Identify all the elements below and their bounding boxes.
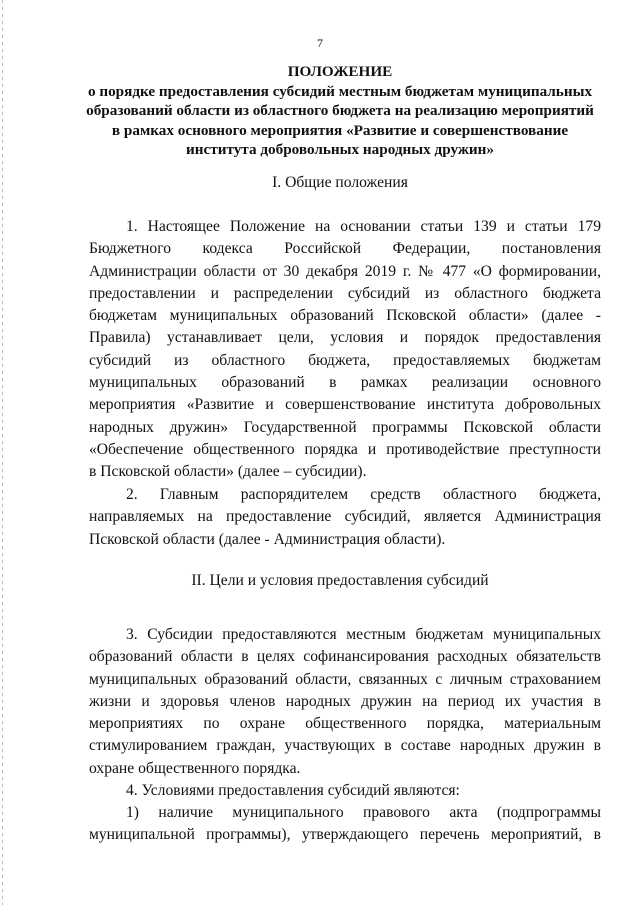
text-line: 1) наличие муниципального правового акта (подпрограммы: [126, 804, 601, 821]
text-line: субсидий из областного бюджета, предоставляемых бюджетам: [89, 351, 601, 369]
text-line: в Псковской области» (далее – субсидии).: [89, 463, 367, 481]
paragraph-1: [89, 216, 601, 484]
scan-edge: [2, 0, 3, 905]
text-line: Администрации области от 30 декабря 2019 г. № 477 «О формировании,: [89, 262, 601, 280]
section-title-general: I. Общие положения: [272, 174, 408, 191]
heading-line: института добровольных народных дружин»: [186, 141, 494, 158]
text-line: муниципальной программы), утверждающего перечень мероприятий, в: [89, 826, 601, 844]
text-line: народных дружин» Государственной программы Псковской области: [89, 418, 601, 436]
text-line: «Обеспечение общественного порядка и противодействие преступности: [89, 440, 601, 458]
paragraph-2: [89, 484, 601, 551]
text-line: Псковской области (далее - Администрация области).: [89, 530, 446, 548]
text-line: бюджетам муниципальных образований Псковской области» (далее -: [89, 307, 601, 325]
text-line: 2. Главным распорядителем средств областного бюджета,: [126, 486, 601, 503]
text-line: 4. Условиями предоставления субсидий являются:: [126, 782, 460, 799]
heading-line: о порядке предоставления субсидий местным бюджетам муниципальных: [87, 82, 593, 100]
text-line: Правила) устанавливает цели, условия и порядок предоставления: [89, 329, 601, 347]
text-line: 1. Настоящее Положение на основании статьи 139 и статьи 179: [126, 218, 601, 235]
text-line: направляемых на предоставление субсидий, является Администрация: [89, 508, 601, 526]
text-line: охране общественного порядка.: [89, 759, 301, 777]
text-line: муниципальных образований области, связанных с личным страхованием: [89, 670, 601, 688]
section-title-goals: II. Цели и условия предоставления субсидий: [191, 572, 489, 589]
heading-line: образований области из областного бюджета на реализацию мероприятий: [86, 102, 594, 119]
paragraph-5: [89, 802, 601, 847]
heading-title: ПОЛОЖЕНИЕ: [287, 63, 393, 80]
text-line: образований области в целях софинансирования расходных обязательств: [89, 648, 601, 666]
heading-line: в рамках основного мероприятия «Развитие и совершенствование: [111, 121, 569, 139]
text-line: Бюджетного кодекса Российской Федерации, постановления: [89, 240, 601, 258]
text-line: муниципальных образований в рамках реализации основного: [89, 374, 601, 392]
text-line: мероприятиях по охране общественного порядка, материальным: [89, 715, 601, 733]
page-number: 7: [317, 36, 323, 50]
text-line: предоставлении и распределении субсидий из областного бюджета: [89, 284, 601, 302]
text-line: мероприятия «Развитие и совершенствование института добровольных: [89, 396, 601, 414]
text-line: стимулированием граждан, участвующих в составе народных дружин в: [89, 737, 601, 755]
paragraph-4: [89, 780, 601, 802]
paragraph-3: [89, 624, 601, 780]
text-line: жизни и здоровья членов народных дружин на период их участия в: [89, 692, 601, 710]
text-line: 3. Субсидии предоставляются местным бюджетам муниципальных: [126, 626, 601, 643]
document-heading: [70, 62, 610, 160]
